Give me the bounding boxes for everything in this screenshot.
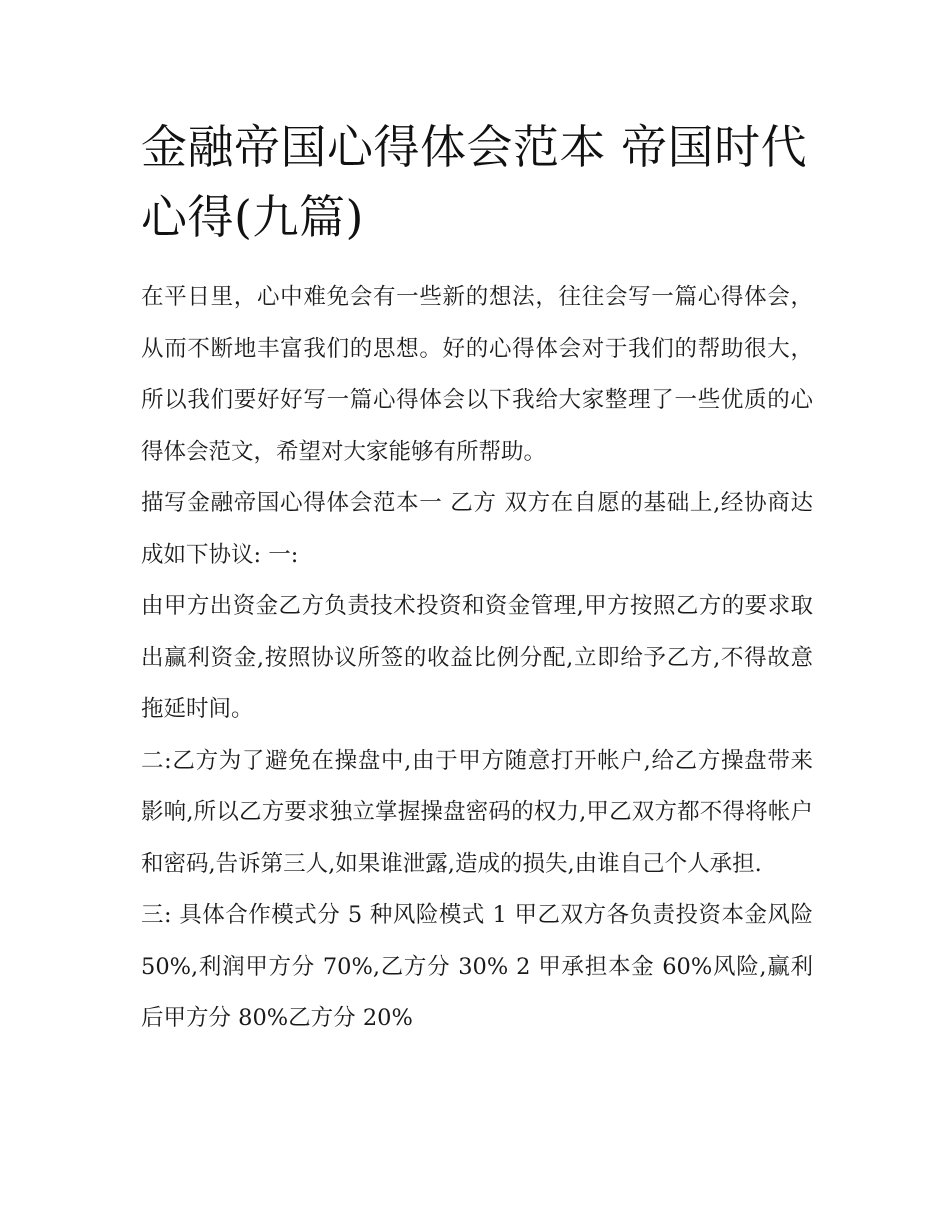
paragraph-section-one: 描写金融帝国心得体会范本一 乙方 双方在自愿的基础上,经协商达成如下协议: 一: — [141, 490, 813, 568]
document-body — [141, 112, 813, 1045]
paragraph-list — [141, 272, 813, 1045]
paragraph-intro: 在平日里，心中难免会有一些新的想法，往往会写一篇心得体会，从而不断地丰富我们的思想。好的心得体会对于我们的帮助很大，所以我们要好好写一篇心得体会以下我给大家整理了一些优质的心得体会范文，希望对大家能够有所帮助。 — [141, 284, 813, 465]
paragraph-section-two: 二:乙方为了避免在操盘中,由于甲方随意打开帐户,给乙方操盘带来影响,所以乙方要求独立掌握操盘密码的权力,甲乙双方都不得将帐户和密码,告诉第三人,如果谁泄露,造成的损失,由谁自己个人承担. — [141, 747, 813, 877]
paragraph-section-three: 三: 具体合作模式分 5 种风险模式 1 甲乙双方各负责投资本金风险 50%,利润甲方分 70%,乙方分 30% 2 甲承担本金 60%风险,赢利后甲方分 80%乙方分 20% — [141, 902, 813, 1031]
paragraph-funding-terms: 由甲方出资金乙方负责技术投资和资金管理,甲方按照乙方的要求取出赢利资金,按照协议所签的收益比例分配,立即给予乙方,不得故意拖延时间。 — [141, 593, 813, 722]
document-title: 金融帝国心得体会范本 帝国时代心得(九篇) — [141, 120, 808, 244]
